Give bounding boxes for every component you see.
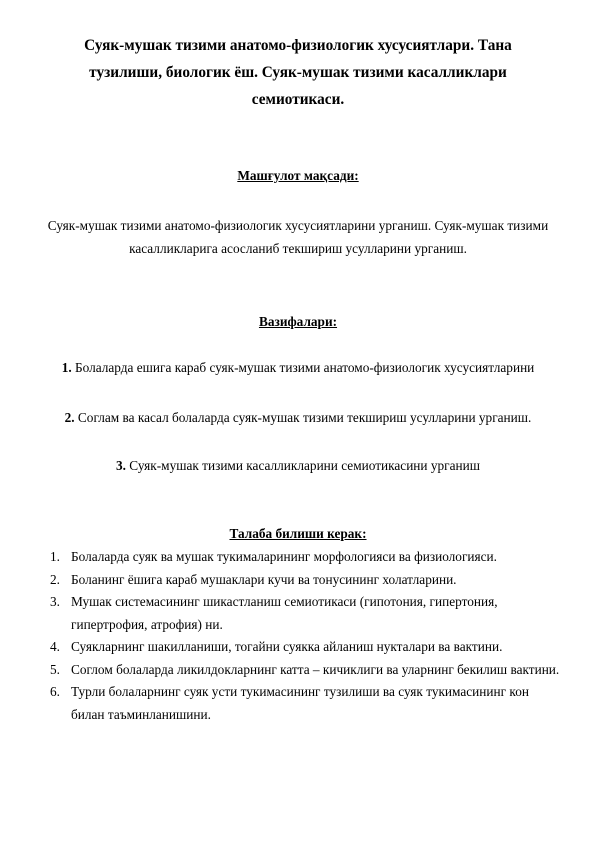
knowledge-list xyxy=(50,546,565,726)
knowledge-heading: Талаба билиши керак: xyxy=(229,526,367,541)
list-number: 3. xyxy=(50,594,60,609)
list-number: 2. xyxy=(50,571,60,587)
list-text: Болаларда суяк ва мушак тукималарининг морфологияси ва физиологияси. xyxy=(71,549,497,564)
document-title: Суяк-мушак тизими анатомо-физиологик хусусиятлари. Тана тузилиши, биологик ёш. Суяк-мушак тизими касалликлари семиотикаси. xyxy=(84,37,512,108)
list-text: Турли болаларнинг суяк усти тукимасининг тузилиши ва суяк тукимасининг кон билан таъминланишини. xyxy=(71,684,529,722)
task-text: Соглам ва касал болаларда суяк-мушак тизими текшириш усулларини урганиш. xyxy=(74,410,532,425)
list-number: 6. xyxy=(50,684,60,699)
list-item xyxy=(50,636,565,659)
list-number: 5. xyxy=(50,661,60,677)
list-text: Соглом болаларда ликилдокларнинг катта – кичиклиги ва уларнинг бекилиш вактини. xyxy=(71,661,560,677)
task-number: 2. xyxy=(64,410,75,425)
list-number: 1. xyxy=(50,549,60,564)
list-item xyxy=(50,546,565,569)
goal-heading: Машғулот мақсади: xyxy=(237,168,359,183)
tasks-heading: Вазифалари: xyxy=(258,314,338,329)
task-item-2 xyxy=(0,410,596,426)
task-item-1 xyxy=(0,360,596,376)
list-item xyxy=(50,569,565,592)
goal-text: Суяк-мушак тизими анатомо-физиологик хусусиятларини урганиш. Суяк-мушак тизими касалликларига асосланиб текшириш усулларини урганиш. xyxy=(47,218,549,256)
task-text: Болаларда ешига караб суяк-мушак тизими анатомо-физиологик хусусиятларини xyxy=(71,360,535,375)
list-number: 4. xyxy=(50,639,60,654)
list-item xyxy=(50,659,565,682)
task-number: 1. xyxy=(61,360,72,375)
list-text: Суякларнинг шакилланиши, тогайни суякка айланиш нукталари ва вактини. xyxy=(71,639,503,654)
task-item-3 xyxy=(0,458,596,474)
list-text: Мушак системасининг шикастланиш семиотикаси (гипотония, гипертония, гипертрофия, атрофия) ни. xyxy=(71,594,498,632)
list-text: Боланинг ёшига караб мушаклари кучи ва тонусининг холатларини. xyxy=(71,571,457,587)
list-item xyxy=(50,591,565,636)
task-number: 3. xyxy=(115,458,126,473)
list-item xyxy=(50,681,565,726)
task-text: Суяк-мушак тизими касалликларини семиотикасини урганиш xyxy=(125,458,480,473)
